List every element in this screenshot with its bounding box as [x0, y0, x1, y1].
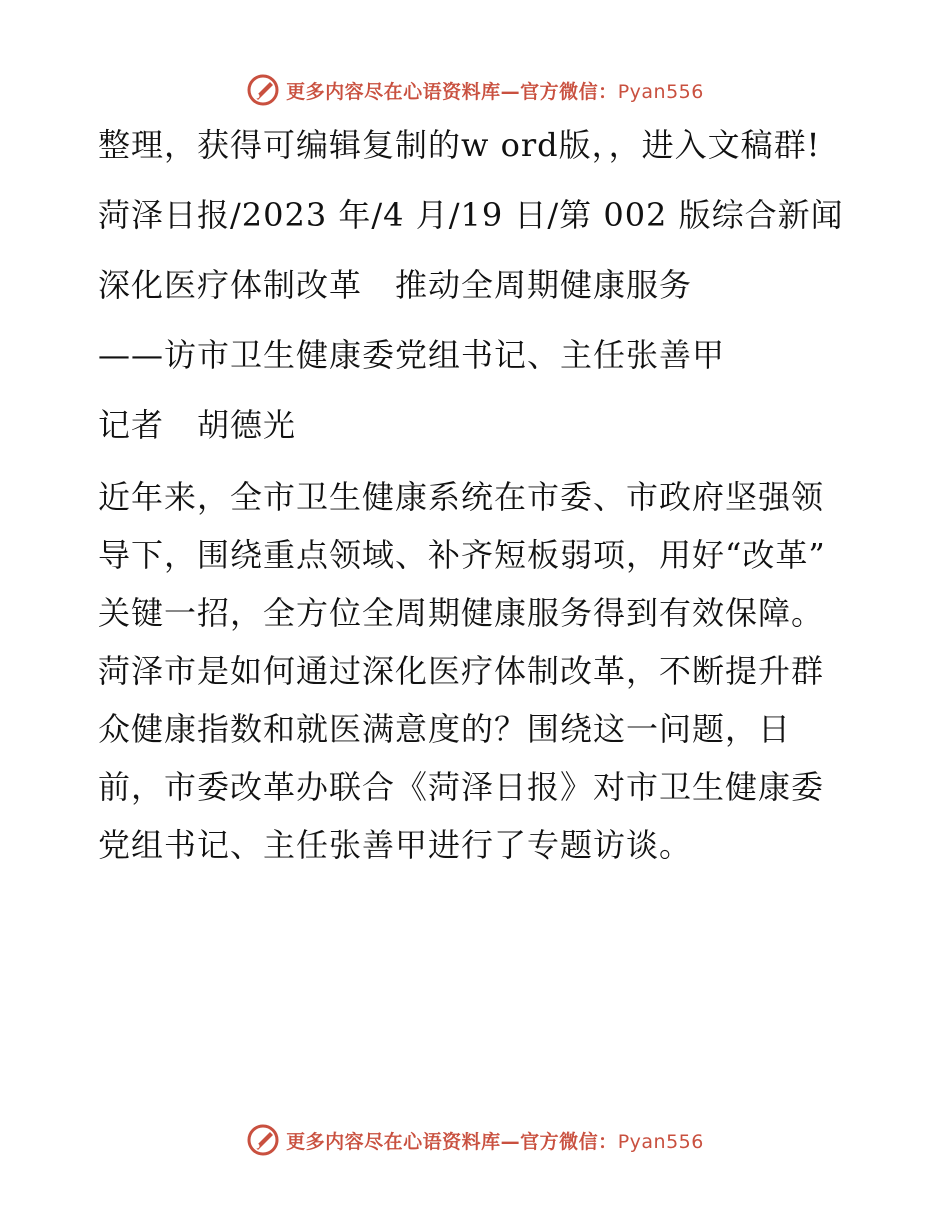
watermark-text	[286, 77, 704, 104]
article-title: 深化医疗体制改革 推动全周期健康服务	[98, 266, 693, 304]
footer-watermark	[0, 1120, 950, 1160]
watermark-suffix: 官方微信：	[520, 80, 618, 103]
watermark-id: Pyan556	[617, 80, 704, 103]
header-watermark	[0, 70, 950, 110]
watermark-dash: —	[500, 80, 521, 103]
document-body	[98, 118, 850, 890]
watermark-site: 更多内容尽在心语资料库	[286, 80, 501, 103]
article-subtitle: ——访市卫生健康委党组书记、主任张善甲	[98, 336, 726, 374]
source-line: 菏泽日报/2023 年/4 月/19 日/第 002 版综合新闻	[98, 196, 844, 234]
intro-paragraph: 整理，获得可编辑复制的w ord版，，进入文稿群!	[98, 126, 821, 164]
logo-icon	[246, 1123, 280, 1157]
watermark-suffix: 官方微信：	[520, 1130, 618, 1153]
byline: 记者 胡德光	[98, 406, 297, 444]
logo-icon	[246, 73, 280, 107]
body-paragraph: 近年来，全市卫生健康系统在市委、市政府坚强领导下，围绕重点领域、补齐短板弱项，用好“改革” 关键一招，全方位全周期健康服务得到有效保障。菏泽市是如何通过深化医疗体制改革，不断提升群众健康指数和就医满意度的？围绕这一问题，日前，市委改革办联合《菏泽日报》对市卫生健康委党组书记、主任张善甲进行了专题访谈。	[98, 478, 826, 864]
watermark-dash: —	[500, 1130, 521, 1153]
watermark-text	[286, 1127, 704, 1154]
watermark-site: 更多内容尽在心语资料库	[286, 1130, 501, 1153]
watermark-id: Pyan556	[617, 1130, 704, 1153]
